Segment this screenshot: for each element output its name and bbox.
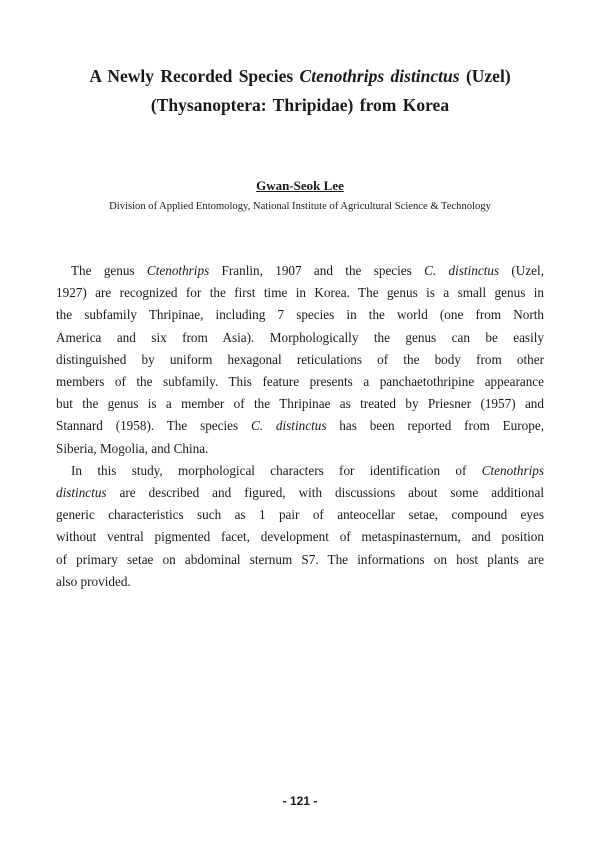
species-name: C. distinctus xyxy=(250,418,327,434)
abstract-body xyxy=(56,260,544,593)
paragraph-1-line: America and six from Asia). Morphologically the genus can be easily xyxy=(56,329,544,345)
paragraph-1-line: The genus Ctenothrips Franlin, 1907 and the species C. distinctus (Uzel, xyxy=(71,263,544,278)
paragraph-2-line: In this study, morphological characters for identification of Ctenothrips xyxy=(71,462,544,478)
paragraph-2-line: of primary setae on abdominal sternum S7. The informations on host plants are xyxy=(56,551,544,567)
paragraph-1-line: but the genus is a member of the Thripinae as treated by Priesner (1957) and xyxy=(56,396,544,412)
paragraph-1-line: Stannard (1958). The species C. distinctus has been reported from Europe, xyxy=(56,418,545,434)
paragraph-2-line: generic characteristics such as 1 pair of anteocellar setae, compound eyes xyxy=(56,507,544,523)
paragraph-1 xyxy=(56,260,544,460)
paragraph-2-line: distinctus are described and figured, with discussions about some additional xyxy=(56,485,544,501)
page-number: - 121 - xyxy=(282,794,318,808)
title-species-name: Ctenothrips distinctus xyxy=(299,66,460,86)
genus-name: Ctenothrips xyxy=(146,263,210,278)
paragraph-1-line: members of the subfamily. This feature presents a panchaetothripine appearance xyxy=(56,374,544,390)
paragraph-2 xyxy=(56,460,544,593)
paragraph-1-line: Siberia, Mogolia, and China. xyxy=(56,440,209,456)
paragraph-1-line: the subfamily Thripinae, including 7 species in the world (one from North xyxy=(56,307,544,323)
title-line-2: (Thysanoptera: Thripidae) from Korea xyxy=(150,95,450,115)
paper-title xyxy=(40,62,560,120)
species-name: C. distinctus xyxy=(424,263,500,278)
title-line-1: A Newly Recorded Species Ctenothrips distinctus (Uzel) xyxy=(89,66,511,86)
paragraph-1-line: distinguished by uniform hexagonal reticulations of the body from other xyxy=(56,351,544,367)
author-name: Gwan-Seok Lee xyxy=(256,178,344,193)
paragraph-2-line: without ventral pigmented facet, development of metaspinasternum, and position xyxy=(56,529,544,545)
genus-name: Ctenothrips xyxy=(481,462,544,478)
author-affiliation: Division of Applied Entomology, National Institute of Agricultural Science & Technology xyxy=(109,201,491,212)
species-name: distinctus xyxy=(56,485,107,501)
paragraph-1-line: 1927) are recognized for the first time in Korea. The genus is a small genus in xyxy=(56,285,544,301)
paragraph-2-line: also provided. xyxy=(56,573,131,589)
